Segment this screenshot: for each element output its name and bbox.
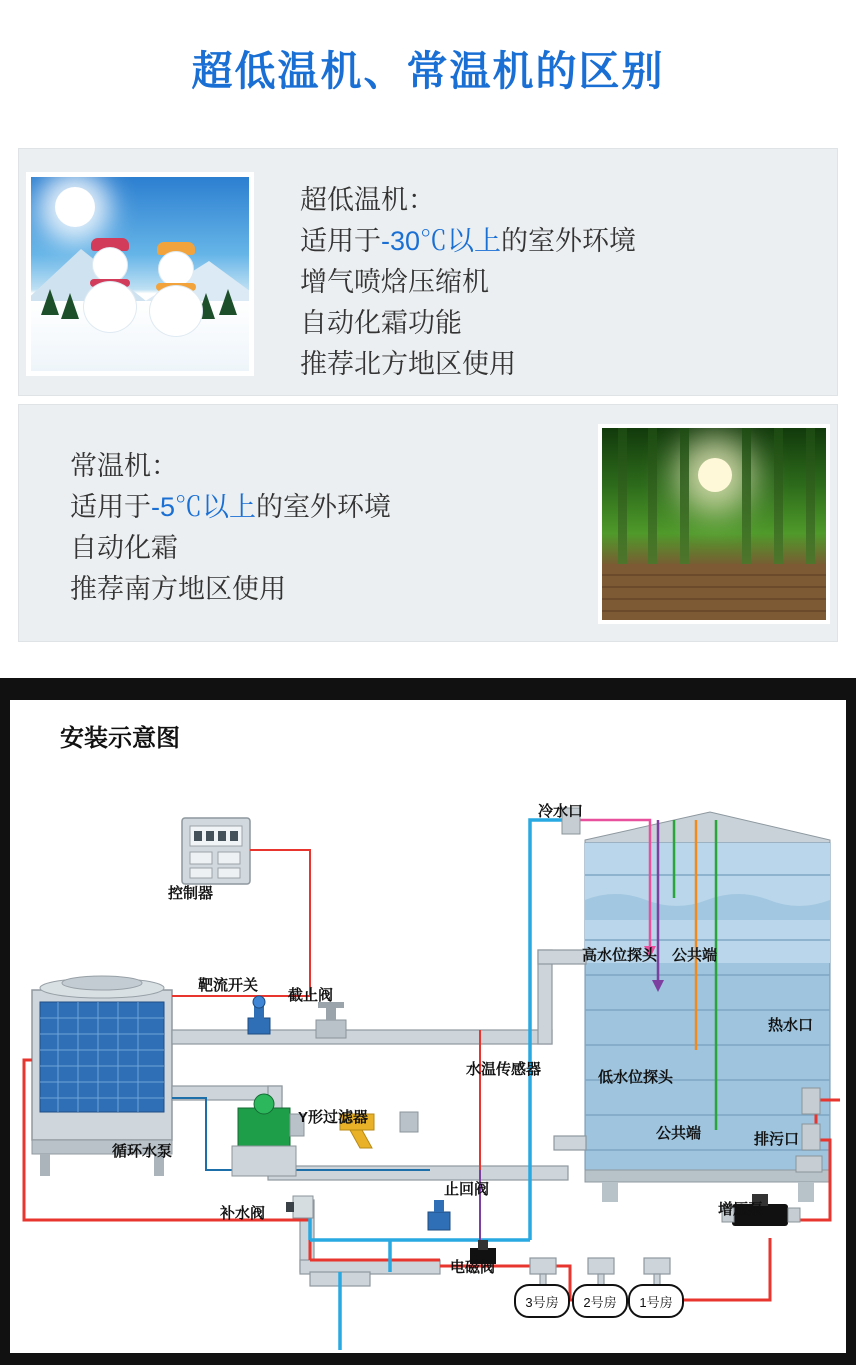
forest-sunlight-photo bbox=[598, 424, 830, 624]
diagram-canvas bbox=[10, 700, 846, 1353]
label-solenoid-valve: 电磁阀 bbox=[450, 1259, 496, 1276]
diagram-bottom-bar bbox=[0, 1353, 856, 1365]
snowman-figure bbox=[149, 242, 203, 337]
diagram-top-bar bbox=[0, 678, 856, 700]
room-3: 3号房 bbox=[514, 1284, 570, 1318]
tree-icon bbox=[61, 293, 79, 319]
text-line: 自动化霜 bbox=[70, 533, 178, 563]
label-booster-pump: 增压泵 bbox=[718, 1201, 764, 1218]
text-line: 自动化霜功能 bbox=[300, 308, 462, 338]
wooden-deck bbox=[602, 564, 826, 620]
ultra-low-temp-text bbox=[300, 180, 636, 385]
controller-box bbox=[182, 818, 250, 884]
text-line: 超低温机： bbox=[300, 185, 435, 215]
label-common-terminal-top: 公共端 bbox=[672, 947, 718, 964]
label-y-strainer: Y形过滤器 bbox=[298, 1109, 369, 1126]
text-line: 推荐北方地区使用 bbox=[300, 349, 516, 379]
grey-pipe-network bbox=[172, 950, 586, 1286]
page-title: 超低温机、常温机的区别 bbox=[191, 48, 665, 94]
label-stop-valve: 截止阀 bbox=[288, 987, 334, 1004]
tree-icon bbox=[41, 289, 59, 315]
label-cold-water-port: 冷水口 bbox=[538, 803, 584, 820]
snowmen-winter-photo bbox=[26, 172, 254, 376]
text-line: 适用于-30℃以上的室外环境 bbox=[300, 226, 637, 256]
room-2: 2号房 bbox=[572, 1284, 628, 1318]
tree-trunk bbox=[618, 428, 627, 570]
stop-valve bbox=[316, 1002, 346, 1038]
label-water-temp-sensor: 水温传感器 bbox=[466, 1061, 542, 1078]
makeup-valve bbox=[286, 1196, 313, 1218]
label-makeup-valve: 补水阀 bbox=[220, 1205, 266, 1222]
tree-trunk bbox=[680, 428, 689, 570]
text-line: 增气喷焓压缩机 bbox=[300, 267, 489, 297]
label-circulation-pump: 循环水泵 bbox=[112, 1143, 173, 1160]
tree-trunk bbox=[774, 428, 783, 570]
sun-icon bbox=[698, 458, 732, 492]
label-low-level-probe: 低水位探头 bbox=[598, 1069, 674, 1086]
text-line: 推荐南方地区使用 bbox=[70, 574, 286, 604]
normal-temp-text bbox=[70, 446, 391, 610]
label-flow-switch: 靶流开关 bbox=[198, 977, 259, 994]
tree-icon bbox=[219, 289, 237, 315]
tree-trunk bbox=[648, 428, 657, 570]
label-check-valve: 止回阀 bbox=[444, 1181, 490, 1198]
diagram-left-bar bbox=[0, 678, 10, 1365]
label-drain-port: 排污口 bbox=[754, 1131, 800, 1148]
label-common-terminal-bottom: 公共端 bbox=[656, 1125, 702, 1142]
room-1: 1号房 bbox=[628, 1284, 684, 1318]
diagram-title: 安装示意图 bbox=[60, 725, 180, 752]
snowman-figure bbox=[83, 238, 137, 333]
sun-icon bbox=[55, 187, 95, 227]
tree-trunk bbox=[806, 428, 815, 570]
diagram-right-bar bbox=[846, 678, 856, 1365]
label-hot-water-port: 热水口 bbox=[768, 1017, 814, 1034]
flow-switch-valve bbox=[248, 996, 270, 1034]
label-controller: 控制器 bbox=[168, 885, 214, 902]
circulation-pump bbox=[232, 1094, 304, 1176]
text-line: 常温机： bbox=[70, 451, 178, 481]
installation-diagram-section bbox=[0, 678, 856, 1365]
text-line: 适用于-5℃以上的室外环境 bbox=[70, 492, 392, 522]
check-valve bbox=[428, 1200, 450, 1230]
tree-trunk bbox=[742, 428, 751, 570]
label-high-level-probe: 高水位探头 bbox=[582, 947, 658, 964]
